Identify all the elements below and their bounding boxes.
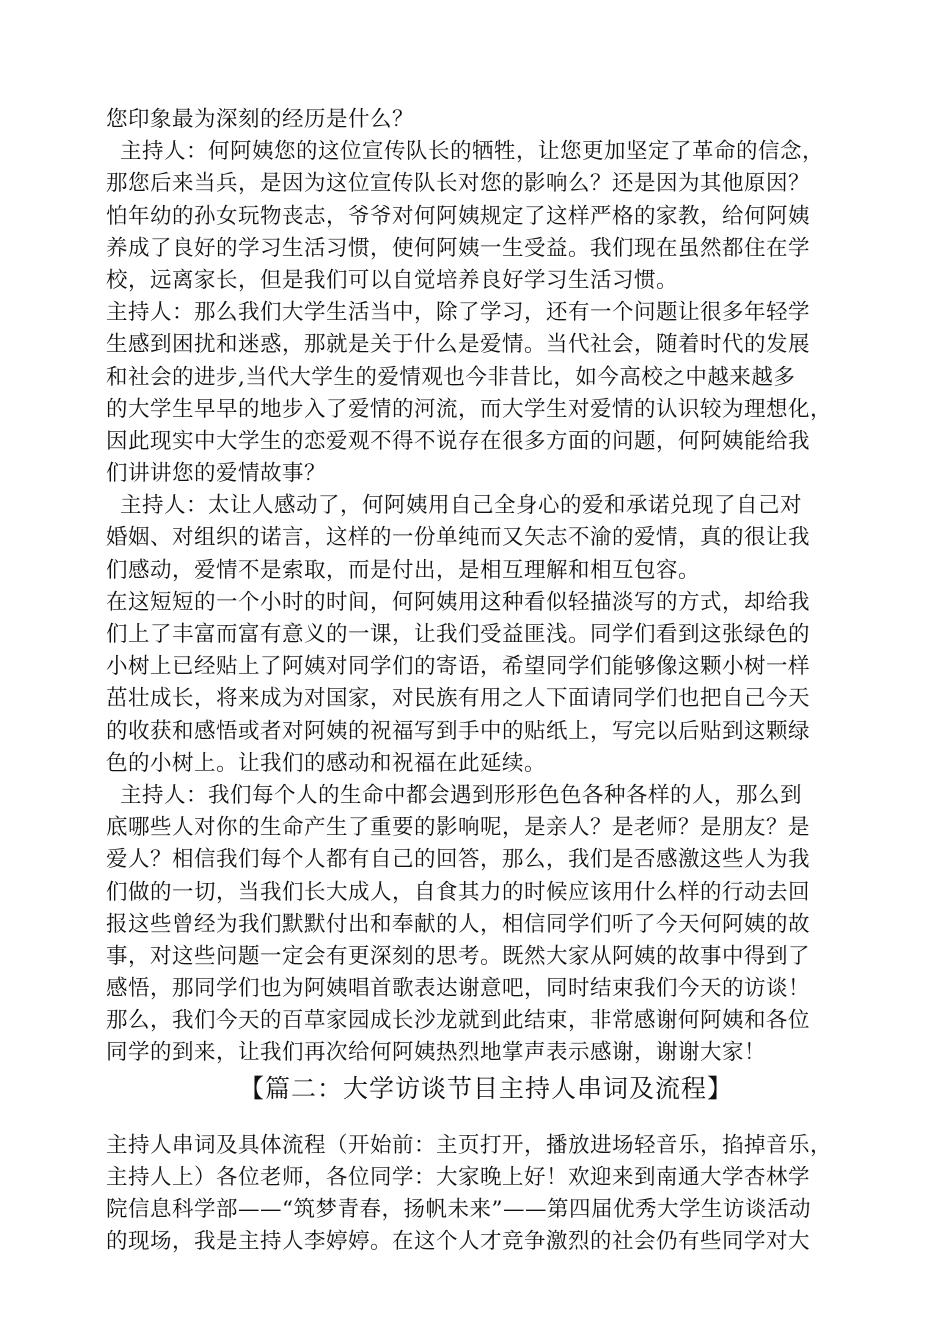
text-line: 那么，我们今天的百草家园成长沙龙就到此结束，非常感谢何阿姨和各位 xyxy=(106,1008,811,1034)
text-line: 小树上已经贴上了阿姨对同学们的寄语，希望同学们能够像这颗小树一样 xyxy=(106,654,811,680)
text-line: 们讲讲您的爱情故事？ xyxy=(106,461,327,487)
text-line: 那您后来当兵，是因为这位宣传队长对您的影响么？还是因为其他原因？ xyxy=(106,171,811,197)
text-line: 主持人上）各位老师，各位同学：大家晚上好！欢迎来到南通大学杏林学 xyxy=(106,1164,811,1190)
text-line: 的大学生早早的地步入了爱情的河流，而大学生对爱情的认识较为理想化， xyxy=(106,396,833,422)
text-line: 您印象最为深刻的经历是什么？ xyxy=(106,107,415,132)
text-line: 底哪些人对你的生命产生了重要的影响呢，是亲人？是老师？是朋友？是 xyxy=(106,815,811,841)
text-line: 因此现实中大学生的恋爱观不得不说存在很多方面的问题，何阿姨能给我 xyxy=(106,428,811,454)
text-line: 和社会的进步,当代大学生的爱情观也今非昔比，如今高校之中越来越多 xyxy=(106,364,796,390)
text-line: 们上了丰富而富有意义的一课，让我们受益匪浅。同学们看到这张绿色的 xyxy=(106,622,811,647)
section-heading: 【篇二：大学访谈节目主持人串词及流程】 xyxy=(238,1073,733,1103)
text-line: 婚姻、对组织的诺言，这样的一份单纯而又矢志不渝的爱情，真的很让我 xyxy=(106,525,811,551)
text-line: 主持人：那么我们大学生活当中，除了学习，还有一个问题让很多年轻学 xyxy=(106,300,811,326)
text-line: 主持人：太让人感动了，何阿姨用自己全身心的爱和承诺兑现了自己对 xyxy=(120,493,803,519)
text-line: 茁壮成长，将来成为对国家，对民族有用之人下面请同学们也把自己今天 xyxy=(106,686,811,712)
text-line: 的现场，我是主持人李婷婷。在这个人才竞争激烈的社会仍有些同学对大 xyxy=(106,1229,811,1255)
text-line: 主持人串词及具体流程（开始前：主页打开，播放进场轻音乐，掐掉音乐， xyxy=(106,1132,833,1158)
text-line: 主持人：何阿姨您的这位宣传队长的牺牲，让您更加坚定了革命的信念， xyxy=(120,139,825,165)
text-line: 同学的到来，让我们再次给何阿姨热烈地掌声表示感谢，谢谢大家！ xyxy=(106,1040,767,1066)
text-line: 事，对这些问题一定会有更深刻的思考。既然大家从阿姨的故事中得到了 xyxy=(106,943,811,969)
text-line: 生感到困扰和迷惑，那就是关于什么是爱情。当代社会，随着时代的发展 xyxy=(106,332,811,358)
text-line: 在这短短的一个小时的时间，何阿姨用这种看似轻描淡写的方式，却给我 xyxy=(106,589,811,615)
document-page xyxy=(106,104,866,1258)
text-line: 报这些曾经为我们默默付出和奉献的人，相信同学们听了今天何阿姨的故 xyxy=(106,911,811,937)
text-line: 们做的一切，当我们长大成人，自食其力的时候应该用什么样的行动去回 xyxy=(106,879,811,905)
text-line: 的收获和感悟或者对阿姨的祝福写到手中的贴纸上，写完以后贴到这颗绿 xyxy=(106,718,811,744)
text-line: 怕年幼的孙女玩物丧志，爷爷对何阿姨规定了这样严格的家教，给何阿姨 xyxy=(106,203,811,229)
text-line: 色的小树上。让我们的感动和祝福在此延续。 xyxy=(106,750,547,776)
text-line: 养成了良好的学习生活习惯，使何阿姨一生受益。我们现在虽然都住在学 xyxy=(106,235,811,261)
text-line: 校，远离家长，但是我们可以自觉培养良好学习生活习惯。 xyxy=(106,267,679,293)
text-line: 主持人：我们每个人的生命中都会遇到形形色色各种各样的人，那么到 xyxy=(120,782,803,808)
text-line: 们感动，爱情不是索取，而是付出，是相互理解和相互包容。 xyxy=(106,557,701,583)
text-line: 院信息科学部——“筑梦青春，扬帆未来”——第四届优秀大学生访谈活动 xyxy=(106,1197,811,1222)
text-line: 爱人？相信我们每个人都有自己的回答，那么，我们是否感激这些人为我 xyxy=(106,847,811,873)
text-line: 感悟，那同学们也为阿姨唱首歌表达谢意吧，同时结束我们今天的访谈！ xyxy=(106,976,811,1002)
